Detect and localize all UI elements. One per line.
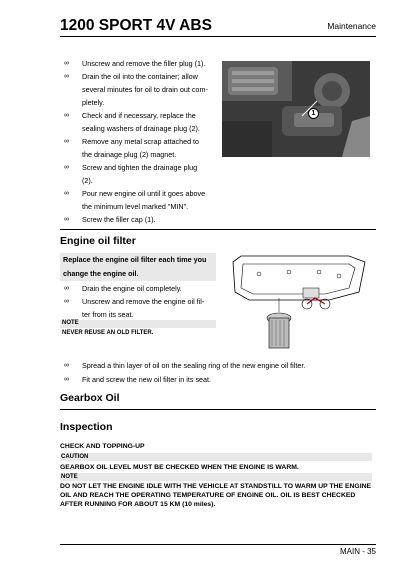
note-label: NOTE (61, 474, 78, 480)
section-name: Maintenance (327, 21, 376, 31)
list-item: ∞ Unscrew and remove the filler plug (1). (64, 59, 206, 68)
note-shade (60, 320, 216, 328)
list-item: ter from its seat. (82, 310, 134, 319)
sump-illustration (229, 252, 371, 352)
bullet: ∞ (64, 73, 69, 80)
filter-steps-list (60, 282, 220, 321)
list-item: ∞ Fit and screw the new oil filter in its seat. (60, 373, 370, 387)
list-item: pletely. (82, 98, 105, 107)
list-item: (2). (82, 176, 93, 185)
page-title: 1200 SPORT 4V ABS (60, 17, 212, 34)
page-number: MAIN - 35 (339, 547, 376, 556)
note-shade (60, 473, 372, 481)
bullet: ∞ (64, 138, 69, 145)
list-item: ∞ Screw the filler cap (1). (64, 215, 156, 224)
bullet: ∞ (64, 285, 69, 292)
bullet: ∞ (64, 362, 69, 369)
note-line2: OIL AND REACH THE OPERATING TEMPERATURE OF ENGINE OIL. OIL IS BEST CHECKED (60, 492, 356, 499)
bullet: ∞ (64, 60, 69, 67)
list-item: ∞ Unscrew and remove the engine oil fil- (64, 297, 205, 306)
caution-shade (60, 453, 372, 461)
callout-badge: 1 (308, 108, 319, 119)
list-item: sealing washers of drainage plug (2). (82, 124, 200, 133)
list-item: the minimum level marked "MIN". (82, 202, 189, 211)
filter-after-list (60, 359, 370, 387)
gearbox-heading: Gearbox Oil (60, 392, 120, 404)
list-item: ∞ Remove any metal scrap attached to (64, 137, 200, 146)
bullet: ∞ (64, 190, 69, 197)
header-rule (60, 36, 376, 37)
section-rule (60, 229, 376, 230)
footer-rule (60, 544, 376, 545)
list-item: ∞ Pour new engine oil until it goes above (64, 189, 206, 198)
list-item: the drainage plug (2) magnet. (82, 150, 177, 159)
list-item: ∞ Drain the engine oil completely. (64, 284, 182, 293)
filter-heading: Engine oil filter (60, 235, 136, 247)
list-item: several minutes for oil to drain out com- (82, 85, 208, 94)
caution-label: CAUTION (61, 454, 89, 460)
caution-text: GEARBOX OIL LEVEL MUST BE CHECKED WHEN THE ENGINE IS WARM. (60, 464, 299, 471)
oil-filter-diagram (229, 252, 371, 352)
note-label: NOTE (62, 320, 79, 326)
section-rule (60, 409, 376, 410)
engine-photo (222, 61, 370, 157)
note-line3: AFTER RUNNING FOR ABOUT 15 KM (10 miles). (60, 501, 216, 508)
engine-illustration (222, 61, 370, 157)
filter-intro-line1: Replace the engine oil filter each time you (63, 255, 207, 264)
bullet: ∞ (64, 112, 69, 119)
bullet: ∞ (64, 298, 69, 305)
list-item: ∞ Screw and tighten the drainage plug (64, 163, 198, 172)
list-item: ∞ Spread a thin layer of oil on the sealing ring of the new engine oil filter. (60, 359, 370, 373)
list-item: ∞ Check and if necessary, replace the (64, 111, 196, 120)
bullet: ∞ (64, 216, 69, 223)
inspection-sub: CHECK AND TOPPING-UP (60, 443, 145, 450)
note-line1: DO NOT LET THE ENGINE IDLE WITH THE VEHICLE AT STANDSTILL TO WARM UP THE ENGINE (60, 483, 372, 490)
list-item: ∞ Drain the oil into the container; allow (64, 72, 198, 81)
filter-intro-line2: change the engine oil. (63, 269, 139, 278)
note-text: NEVER REUSE AN OLD FILTER. (62, 330, 154, 336)
bullet: ∞ (64, 376, 69, 383)
bullet: ∞ (64, 164, 69, 171)
inspection-heading: Inspection (60, 421, 113, 433)
drain-steps-list (60, 57, 220, 226)
